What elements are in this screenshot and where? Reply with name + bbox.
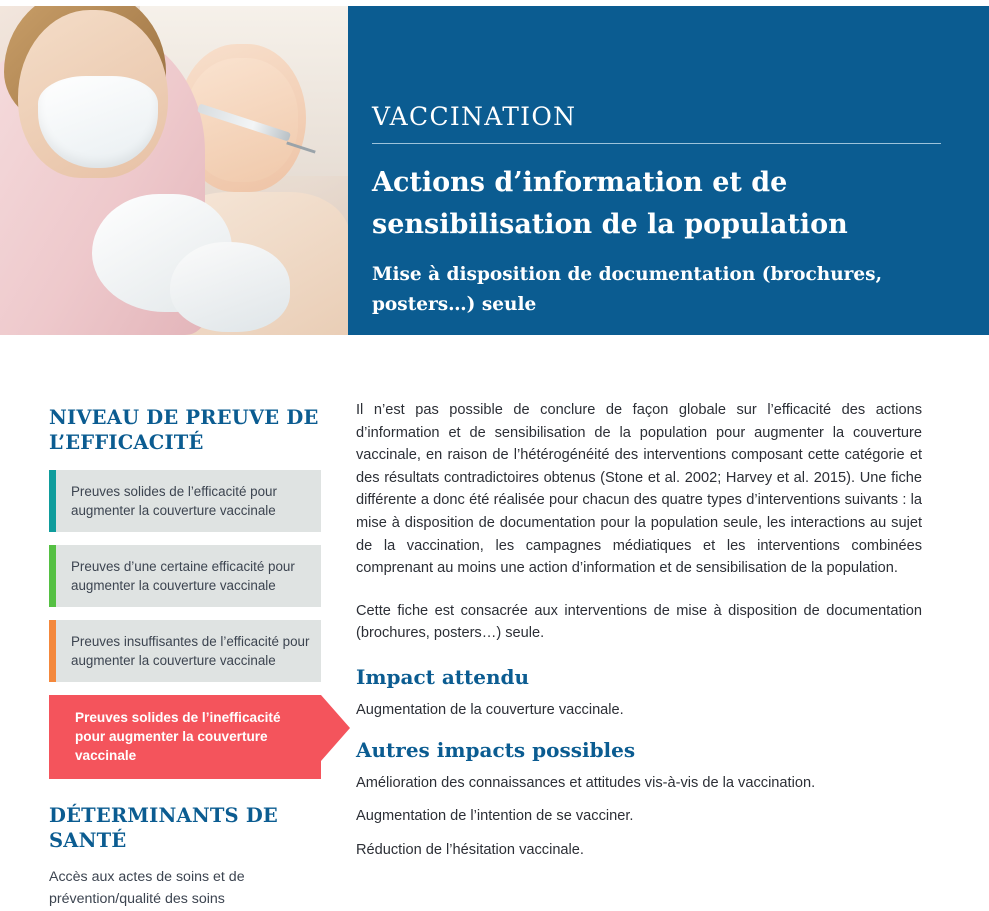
evidence-level-item-insufficient-evidence [49,620,321,682]
evidence-color-bar [49,545,56,607]
evidence-level-item-some-efficacy [49,545,321,607]
other-impact-item: Augmentation de l’intention de se vacciner. [356,808,634,825]
page-subtitle: Mise à disposition de documentation (brochures, posters…) seule [372,263,883,315]
determinants-section [49,803,321,911]
gloved-hand-secondary [170,242,290,332]
evidence-level-label: Preuves solides de l’efficacité pour augmenter la couverture vaccinale [71,483,277,518]
evidence-level-item-strong-efficacy [49,470,321,532]
intro-paragraph: Il n’est pas possible de conclure de façon globale sur l’efficacité des actions d’information et de sensibilisation de la population pour augmenter la couverture vaccinale, en raison de l’hétérogénéité des interventions composant cette catégorie et des résultats contradictoires obtenus (Stone et al. 2002; Harvey et al. 2015). Une fiche différente a donc été réalisée pour chacun des quatre types d’interventions suivants : la mise à disposition de documentation pour la population seule, les interactions au sujet de la vaccination, les campagnes médiatiques et les interventions combinées comprenant au moins une action d’information et de sensibilisation de la population. [356,402,922,577]
expected-impact-heading: Impact attendu [356,665,530,690]
evidence-level-item-strong-inefficacy-selected [49,695,321,779]
page-title: Actions d’information et de sensibilisation de la population [372,167,848,240]
evidence-level-label: Preuves d’une certaine efficacité pour augmenter la couverture vaccinale [71,558,295,593]
document-body [0,335,989,909]
other-impact-item: Réduction de l’hésitation vaccinale. [356,841,584,858]
other-impacts-heading: Autres impacts possibles [356,737,636,762]
scope-paragraph: Cette fiche est consacrée aux interventions de mise à disposition de documentation (brochures, posters…) seule. [356,602,922,642]
header-text-block [348,6,989,335]
selected-arrow-icon [321,695,350,761]
evidence-level-list [49,470,321,779]
expected-impact-text: Augmentation de la couverture vaccinale. [356,702,624,719]
evidence-level-label: Preuves solides de l’inefficacité pour augmenter la couverture vaccinale [75,709,281,764]
evidence-color-bar [49,620,56,682]
determinants-text: Accès aux actes de soins et de prévention/qualité des soins [49,869,245,908]
other-impact-item: Amélioration des connaissances et attitudes vis-à-vis de la vaccination. [356,774,816,791]
determinants-title: DÉTERMINANTS DE SANTÉ [49,803,278,853]
header-kicker: VACCINATION [372,102,941,144]
evidence-color-bar [49,470,56,532]
evidence-level-title: NIVEAU DE PREUVE DE L’EFFICACITÉ [49,406,319,455]
left-column [49,405,321,911]
document-header [0,6,989,335]
right-column [356,399,922,873]
nurse-vaccinating-child-photo [0,6,348,335]
evidence-level-label: Preuves insuffisantes de l’efficacité pour augmenter la couverture vaccinale [71,633,310,668]
